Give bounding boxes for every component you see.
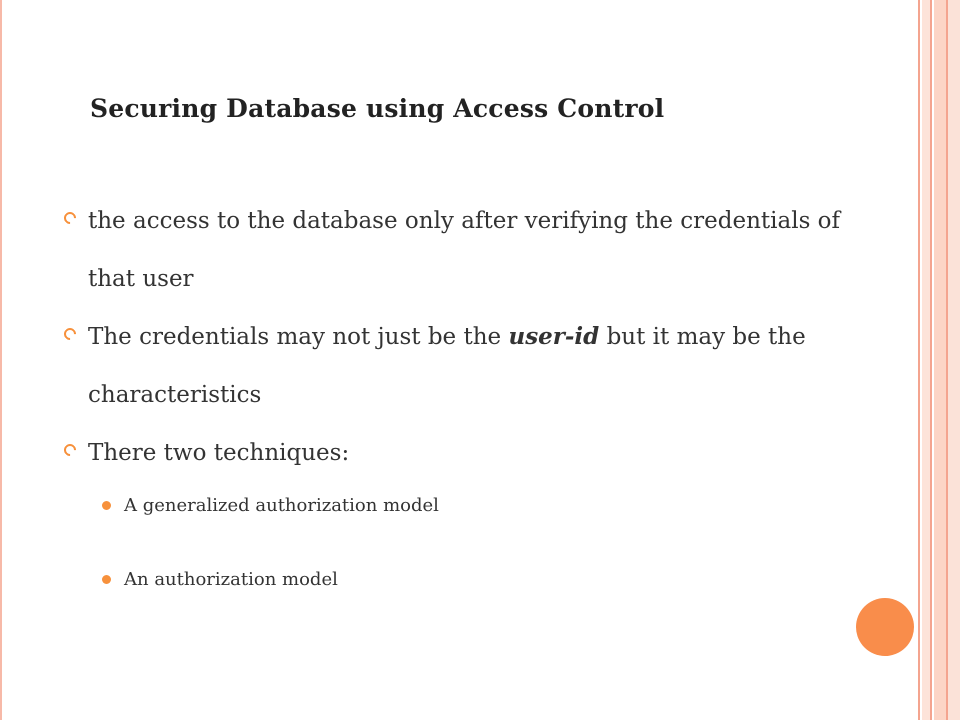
sub-bullet-list bbox=[88, 486, 844, 600]
bullet-marker-icon bbox=[62, 442, 79, 459]
sub-bullet-text: A generalized authorization model bbox=[124, 495, 439, 516]
slide-title: Securing Database using Access Control bbox=[90, 94, 665, 123]
right-stripe-decoration bbox=[948, 0, 960, 720]
bullet-emphasis: user-id bbox=[508, 323, 600, 350]
bullet-marker-icon bbox=[62, 326, 79, 343]
sub-bullet-item bbox=[88, 486, 844, 526]
bullet-list bbox=[64, 192, 844, 634]
bullet-marker-icon bbox=[62, 210, 79, 227]
sub-bullet-item bbox=[88, 560, 844, 600]
orange-circle-decoration bbox=[856, 598, 914, 656]
sub-bullet-dot-icon bbox=[102, 501, 111, 510]
right-stripe-decoration bbox=[922, 0, 930, 720]
left-border-decoration bbox=[0, 0, 10, 720]
bullet-text: There two techniques: bbox=[88, 440, 350, 466]
bullet-item bbox=[64, 192, 844, 308]
bullet-text: The credentials may not just be the bbox=[88, 324, 509, 350]
right-stripe-decoration bbox=[930, 0, 932, 720]
bullet-text-continued: but it may be the characteristics bbox=[88, 324, 806, 408]
right-stripe-decoration bbox=[934, 0, 946, 720]
bullet-text: the access to the database only after verifying the credentials of that user bbox=[88, 208, 841, 292]
bullet-item bbox=[64, 308, 844, 424]
bullet-item bbox=[64, 424, 844, 600]
sub-bullet-dot-icon bbox=[102, 575, 111, 584]
right-stripe-decoration bbox=[918, 0, 920, 720]
sub-bullet-text: An authorization model bbox=[124, 569, 338, 590]
